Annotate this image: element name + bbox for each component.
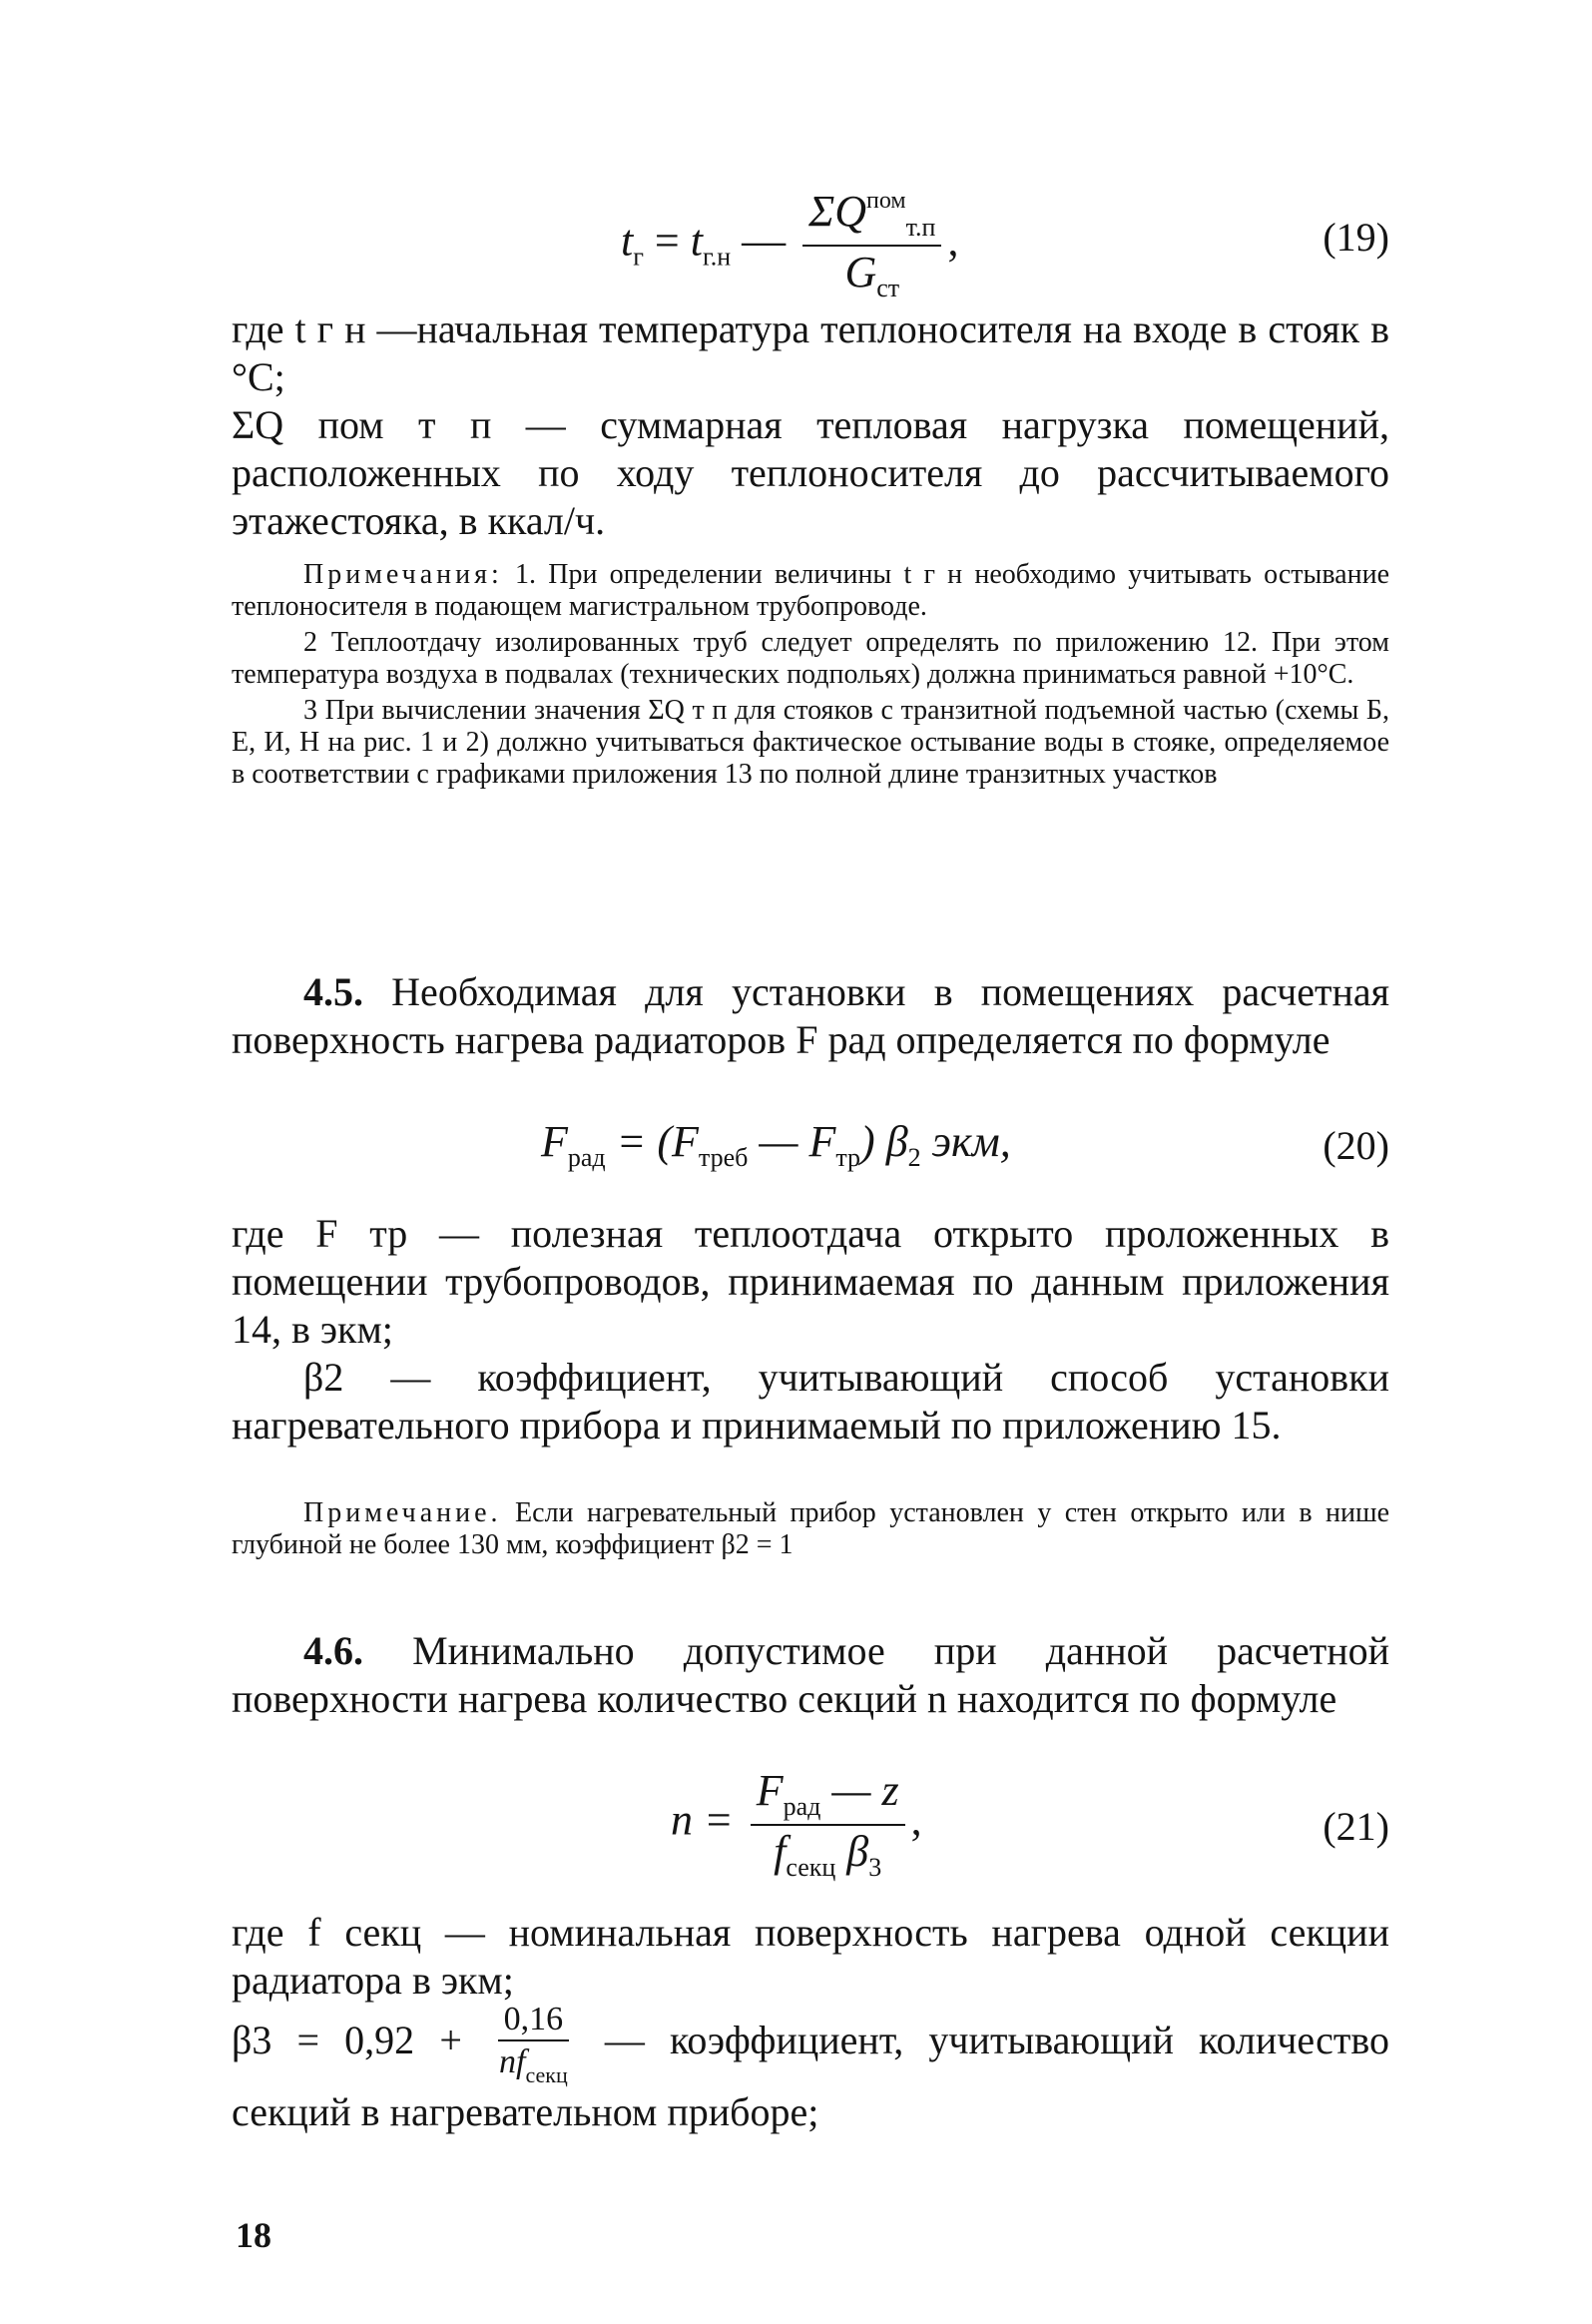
beta-3-fraction: $\frac{0,16}{nf_{секц}}$ [499, 2001, 568, 2088]
equation-19 [232, 180, 1389, 302]
note-20-text: Если нагревательный прибор установлен у стен открыто или в нише глубиной не более 130 мм, коэффициент β2 = 1 [232, 1497, 1389, 1560]
definition-f-tr: где F тр — полезная теплоотдача открыто проложенных в помещении трубопроводов, принимаемая по данным приложения 14, в экм; [232, 1211, 1389, 1352]
section-4-5-text: Необходимая для установки в помещениях расчетная поверхность нагрева радиаторов F рад определяется по формуле [232, 969, 1390, 1062]
equation-20-formula: $F_{рад} = (F_{треб}$ — $F_{тр}$) $\beta_2$ экм, [541, 1117, 1011, 1172]
notes-block-19 [232, 559, 1389, 791]
section-4-6-text: Минимально допустимое при данной расчетной поверхности нагрева количество секций n находится по формуле [232, 1628, 1390, 1721]
note-1: 1. При определении величины t г н необходимо учитывать остывание теплоносителя в подающем магистральном трубопроводе. [232, 559, 1389, 622]
section-4-5 [232, 968, 1389, 1064]
definition-t-gn: где t г н —начальная температура теплоносителя на входе в стояк в °С; [232, 306, 1389, 399]
section-4-6-number: 4.6. [303, 1628, 363, 1673]
equation-number-21: (21) [1323, 1804, 1389, 1849]
notes-heading: Примечания: [303, 559, 503, 590]
equation-number-20: (20) [1323, 1123, 1389, 1168]
definition-sum-q: ΣQ пом т п — суммарная тепловая нагрузка помещений, расположенных по ходу теплоносителя до рассчитываемого этажестояка, в ккал/ч. [232, 402, 1389, 543]
page-number: 18 [236, 2215, 271, 2255]
equation-number-19: (19) [1323, 215, 1389, 260]
section-4-5-number: 4.5. [303, 969, 363, 1014]
definition-beta-3: β3 = 0,92 + $\frac{0,16}{nf_{секц}}$ — коэффициент, учитывающий количество секций в нагревательном приборе; [232, 2001, 1390, 2134]
equation-19-fraction: $\frac{\Sigma Q^{пом}_{т.п}}{G_{ст}}$ [802, 188, 941, 302]
note-3: 3 При вычислении значения ΣQ т п для стояков с транзитной подъемной частью (схемы Б, Е, И, Н на рис. 1 и 2) должно учитываться фактическое остывание воды в стояке, определяемое в соответствии с графиками приложения 13 по полной длине транзитных участков [232, 695, 1389, 790]
definition-beta-2: β2 — коэффициент, учитывающий способ установки нагревательного прибора и принимаемый по приложению 15. [232, 1355, 1389, 1448]
section-4-6 [232, 1627, 1389, 1723]
equation-19-formula: $t_г = t_{г.н}$ — $\frac{\Sigma Q^{пом}_{т.п}}{G_{ст}}$ , [621, 187, 959, 302]
equation-21 [232, 1767, 1389, 1887]
equation-21-formula: n = $\frac{F_{рад} — z}{f_{секц} \beta_3}$ , [671, 1766, 922, 1882]
equation-21-fraction: $\frac{F_{рад} — z}{f_{секц} \beta_3}$ [751, 1767, 905, 1882]
note-2: 2 Теплоотдачу изолированных труб следует определять по приложению 12. При этом температура воздуха в подвалах (технических подпольях) должна приниматься равной +10°С. [232, 627, 1389, 690]
equation-20 [232, 1116, 1389, 1186]
definition-f-sekts: где f секц — номинальная поверхность нагрева одной секции радиатора в экм; [232, 1910, 1389, 2003]
note-block-20 [232, 1497, 1389, 1561]
note-20-heading: Примечание. [303, 1497, 502, 1528]
